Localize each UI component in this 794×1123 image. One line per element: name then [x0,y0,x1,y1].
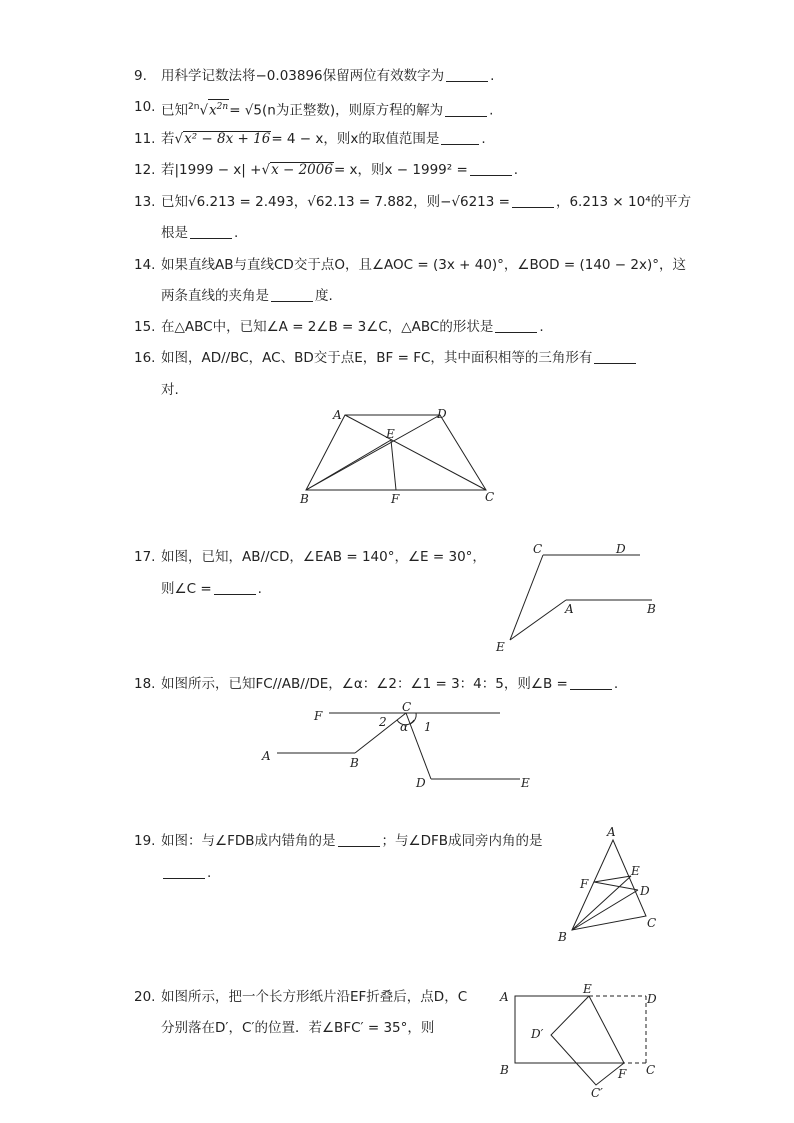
triangle-abc [572,840,646,930]
segment-cd [406,713,431,779]
answer-blank[interactable] [214,580,256,595]
label-b: B [300,492,309,506]
question-text: 如图，AD//BC，AC、BD交于点E，BF = FC，其中面积相等的三角形有 [161,350,593,366]
answer-blank[interactable] [445,102,487,117]
radical-index: 2n [188,102,200,112]
question-text: 如图所示，把一个长方形纸片沿EF折叠后，点D，C [161,989,468,1005]
question-text: = 4 − x，则x的取值范围是 [271,131,440,147]
question-text: 如果直线AB与直线CD交于点O，且∠AOC = (3x + 40)°，∠BOD = (140 − 2x)°，这 [161,257,686,273]
label-e: E [521,776,530,790]
question-number: 15. [134,319,156,335]
question-text: 分别落在D′，C′的位置．若∠BFC′ = 35°，则 [161,1020,435,1036]
answer-blank[interactable] [163,864,205,879]
question-text: = √5(n为正整数)，则原方程的解为 [229,102,444,119]
label-c: C [646,1063,656,1077]
question-text: 若 [161,131,175,147]
question-text: 则∠C = [161,581,212,597]
label-d: D [616,542,626,556]
answer-blank[interactable] [190,224,232,239]
question-text: 在△ABC中，已知∠A = 2∠B = 3∠C，△ABC的形状是 [161,319,494,335]
question-number: 13. [134,194,156,210]
label-alpha: α [400,720,409,734]
diagonal-ac [345,415,486,490]
question-text: 两条直线的夹角是 [161,288,269,304]
answer-blank[interactable] [570,675,612,690]
question-text: 已知√6.213 = 2.493，√62.13 = 7.882，则−√6213 = [161,194,510,210]
question-text: 如图，已知，AB//CD，∠EAB = 140°，∠E = 30°， [161,549,486,565]
segment-eb [306,440,391,490]
answer-blank[interactable] [338,832,380,847]
answer-blank[interactable] [495,318,537,333]
question-text: 根是 [161,225,188,241]
label-a: A [500,990,509,1004]
label-e: E [386,427,395,441]
diagonal-bd [306,415,440,490]
question-text: ；与∠DFB成同旁内角的是 [381,833,543,849]
label-b: B [350,756,359,770]
question-number: 19. [134,833,156,849]
question-text: 对. [161,382,179,398]
label-a: A [607,825,616,839]
segment-bd [572,890,638,930]
angle-alpha-arc [397,720,414,725]
label-e: E [631,864,640,878]
segment-bc [355,713,409,753]
answer-blank[interactable] [470,161,512,176]
radicand: $x^{2n}$ [208,99,229,119]
radicand: x − 2006 [271,162,333,178]
folded-flap [551,996,624,1085]
question-number: 11. [134,131,156,147]
radicand: x² − 8x + 16 [184,131,271,147]
segment-ea [510,600,566,640]
label-c-prime: C′ [591,1086,603,1100]
question-text: 已知 [161,102,188,119]
question-text: 用科学记数法将−0.03896保留两位有效数字为 [161,68,445,84]
question-text: 如图所示，已知FC//AB//DE，∠α：∠2：∠1 = 3：4：5，则∠B = [161,676,568,692]
segment-be [572,876,631,930]
label-1: 1 [424,720,432,734]
question-number: 18. [134,676,156,692]
label-d: D [416,776,426,790]
label-f: F [314,709,323,723]
answer-blank[interactable] [446,67,488,82]
question-text: 若|1999 − x| + [161,162,262,178]
label-b: B [558,930,567,944]
label-c: C [402,700,412,714]
label-c: C [533,542,543,556]
answer-blank[interactable] [271,287,313,302]
label-b: B [500,1063,509,1077]
label-f: F [391,492,400,506]
label-a: A [333,408,342,422]
label-c: C [485,490,495,504]
question-number: 9. [134,68,147,84]
trapezoid-abcd [306,415,486,490]
label-a: A [262,749,271,763]
label-c: C [647,916,657,930]
fold-line-ef [589,996,624,1063]
label-f: F [580,877,589,891]
question-number: 14. [134,257,156,273]
answer-blank[interactable] [512,193,554,208]
question-number: 10. [134,99,156,115]
label-d: D [640,884,650,898]
question-number: 12. [134,162,156,178]
label-b: B [647,602,656,616]
question-end: . [490,68,495,84]
answer-blank[interactable] [441,130,479,145]
label-e: E [496,640,505,654]
label-a: A [565,602,574,616]
question-text: 如图：与∠FDB成内错角的是 [161,833,336,849]
question-text: ，6.213 × 10⁴的平方 [555,194,692,210]
angle-1-arc [410,713,416,724]
question-text: = x，则x − 1999² = [333,162,468,178]
answer-blank[interactable] [594,349,636,364]
segment-fd [594,882,638,890]
label-e: E [583,982,592,996]
rectangle-left-part [515,996,590,1063]
segment-ce [510,555,543,640]
segment-ef [391,440,396,490]
label-2: 2 [379,715,387,729]
question-number: 16. [134,350,156,366]
question-number: 20. [134,989,156,1005]
segment-fe [594,876,631,882]
label-d: D [437,407,447,421]
question-number: 17. [134,549,156,565]
label-d-prime: D′ [531,1027,544,1041]
label-d: D [647,992,657,1006]
label-f: F [618,1067,627,1081]
